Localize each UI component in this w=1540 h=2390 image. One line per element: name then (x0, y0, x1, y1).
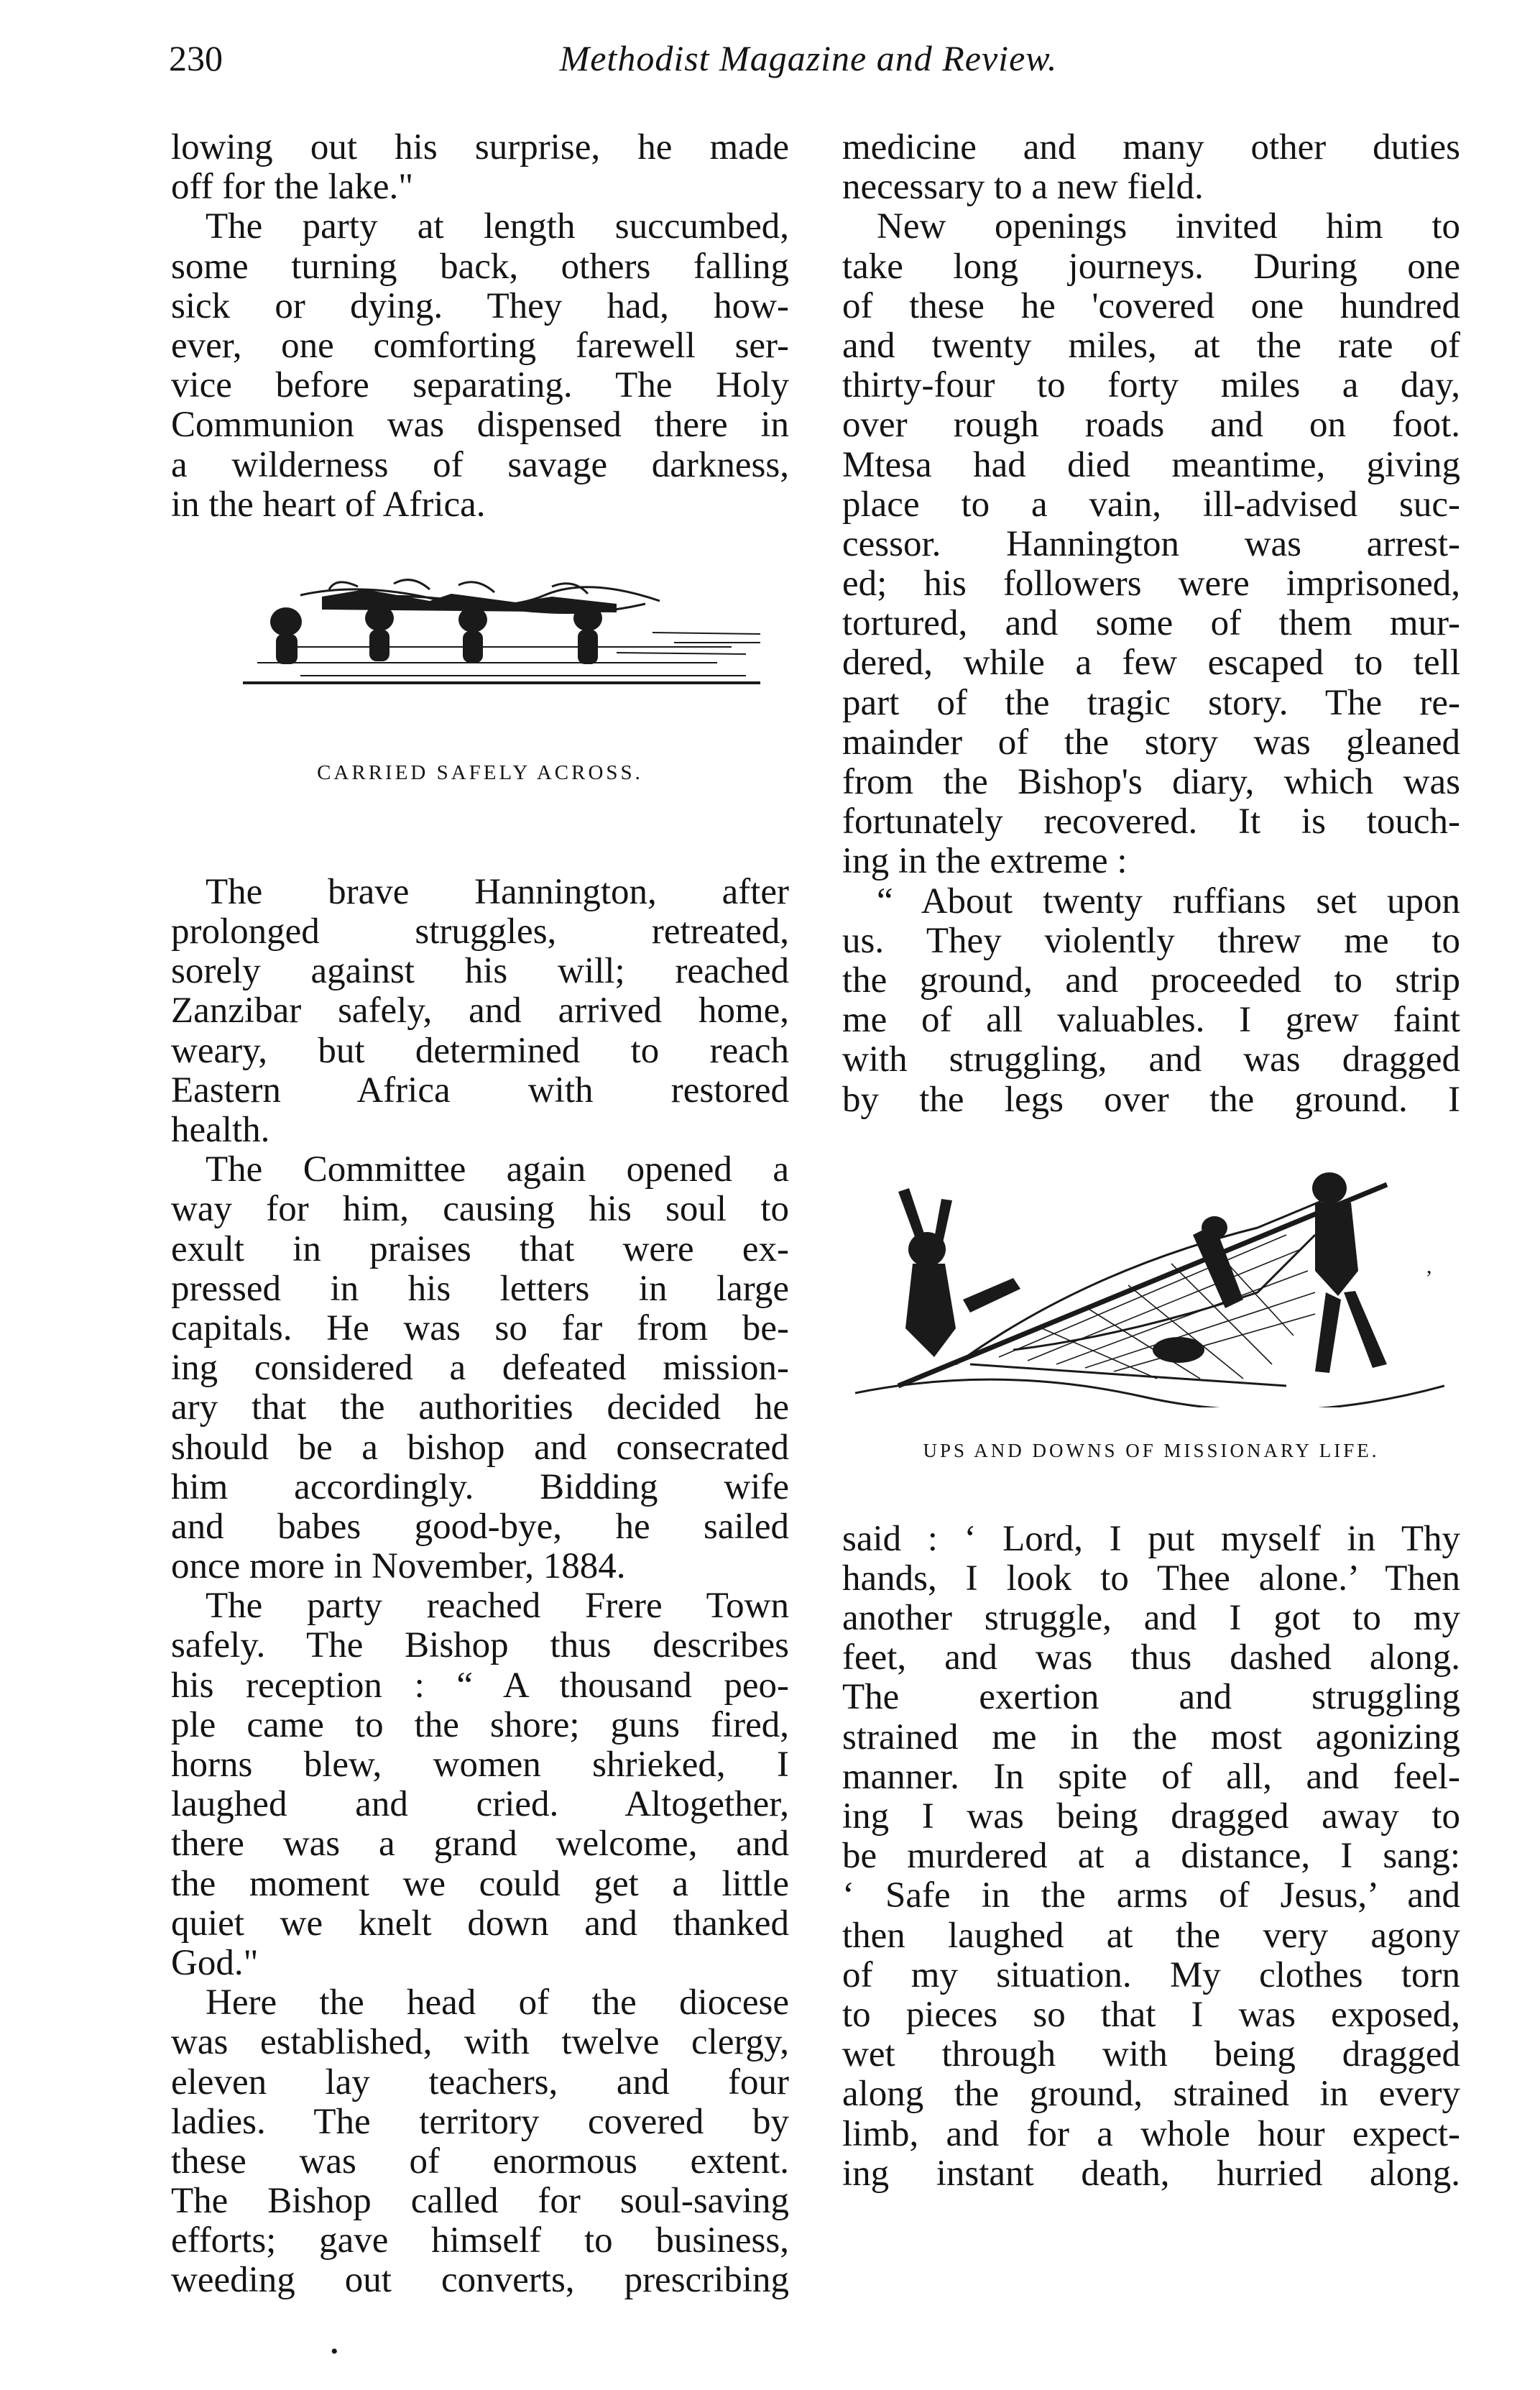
text-line: eleven lay teachers, and four (171, 2062, 789, 2102)
text-line: in the heart of Africa. (171, 484, 486, 525)
text-line: ed; his followers were imprisoned, (842, 564, 1460, 605)
carried-across-illustration (214, 568, 760, 690)
left-column (171, 128, 789, 2301)
figure-ups-and-downs (842, 1120, 1460, 1520)
text-line: The brave Hannington, after (206, 871, 789, 912)
text-line: once more in November, 1884. (171, 1546, 626, 1587)
text-line: a wilderness of savage darkness, (171, 444, 789, 485)
print-speck: • (331, 2340, 338, 2363)
text-line: Communion was dispensed there in (171, 405, 789, 446)
text-line: The exertion and struggling (842, 1677, 1460, 1718)
text-line: by the legs over the ground. I (842, 1079, 1460, 1120)
left-column-text-bottom (171, 873, 789, 2301)
text-line: ladies. The territory covered by (171, 2101, 789, 2142)
text-line: the ground, and proceeded to strip (842, 960, 1460, 1001)
text-line: along the ground, strained in every (842, 2074, 1460, 2115)
text-line: lowing out his surprise, he made (171, 127, 789, 167)
text-line: the moment we could get a little (171, 1863, 789, 1904)
text-line: his reception : “ A thousand peo- (171, 1665, 789, 1706)
text-line: wet through with being dragged (842, 2034, 1460, 2075)
text-line: us. They violently threw me to (842, 920, 1460, 961)
text-line: manner. In spite of all, and feel- (842, 1756, 1460, 1797)
text-line: health. (171, 1110, 270, 1150)
text-line: quiet we knelt down and thanked (171, 1903, 789, 1944)
text-line: ing considered a defeated mission- (171, 1348, 789, 1389)
text-line: ple came to the shore; guns fired, (171, 1704, 789, 1745)
text-line: “ About twenty ruffians set upon (877, 881, 1460, 921)
text-line: The party at length succumbed, (206, 206, 789, 247)
text-line: some turning back, others falling (171, 246, 789, 287)
text-line: God." (171, 1942, 259, 1983)
text-line: dered, while a few escaped to tell (842, 643, 1460, 684)
text-line: The party reached Frere Town (206, 1586, 789, 1627)
text-line: to pieces so that I was exposed, (842, 1994, 1460, 2035)
text-line: sick or dying. They had, how- (171, 285, 789, 326)
print-speck: , (1426, 1254, 1432, 1278)
text-line: The Committee again opened a (206, 1149, 789, 1190)
text-line: should be a bishop and consecrated (171, 1427, 789, 1468)
text-line: ing in the extreme : (842, 841, 1128, 882)
text-line: off for the lake." (171, 167, 414, 208)
figure-caption-ups-and-downs: UPS AND DOWNS OF MISSIONARY LIFE. (923, 1439, 1380, 1461)
text-line: Zanzibar safely, and arrived home, (171, 991, 789, 1031)
text-line: prolonged struggles, retreated, (171, 911, 789, 952)
text-line: thirty-four to forty miles a day, (842, 365, 1460, 406)
page-header (169, 37, 1448, 88)
running-title: Methodist Magazine and Review. (559, 38, 1058, 78)
figure-caption-carried-across: CARRIED SAFELY ACROSS. (317, 760, 643, 784)
text-line: ever, one comforting farewell ser- (171, 325, 789, 366)
text-line: feet, and was thus dashed along. (842, 1637, 1460, 1678)
text-line: necessary to a new field. (842, 167, 1204, 208)
text-line: way for him, causing his soul to (171, 1189, 789, 1230)
text-line: Here the head of the diocese (206, 1982, 789, 2023)
text-line: capitals. He was so far from be- (171, 1307, 789, 1348)
text-line: from the Bishop's diary, which was (842, 762, 1460, 802)
text-line: these was of enormous extent. (171, 2141, 789, 2182)
text-line: The Bishop called for soul-saving (171, 2181, 789, 2222)
text-line: pressed in his letters in large (171, 1268, 789, 1309)
text-line: be murdered at a distance, I sang: (842, 1836, 1460, 1877)
text-line: fortunately recovered. It is touch- (842, 801, 1460, 842)
text-line: Mtesa had died meantime, giving (842, 444, 1460, 485)
text-line: ing instant death, hurried along. (842, 2153, 1460, 2194)
text-line: hands, I look to Thee alone.’ Then (842, 1558, 1460, 1599)
text-line: was established, with twelve clergy, (171, 2022, 789, 2063)
text-line: cessor. Hannington was arrest- (842, 523, 1460, 564)
text-line: ary that the authorities decided he (171, 1387, 789, 1428)
text-line: weary, but determined to reach (171, 1030, 789, 1071)
text-line: with struggling, and was dragged (842, 1039, 1460, 1080)
text-line: him accordingly. Bidding wife (171, 1466, 789, 1507)
text-line: horns blew, women shrieked, I (171, 1745, 789, 1785)
text-line: laughed and cried. Altogether, (171, 1784, 789, 1825)
right-column-text-bottom (842, 1520, 1460, 2194)
right-column-text-top (842, 128, 1460, 1120)
text-line: another struggle, and I got to my (842, 1598, 1460, 1639)
text-line: there was a grand welcome, and (171, 1824, 789, 1865)
right-column (842, 128, 1460, 2194)
page-number: 230 (169, 38, 223, 78)
text-line: ing I was being dragged away to (842, 1796, 1460, 1837)
text-line: ‘ Safe in the arms of Jesus,’ and (842, 1875, 1460, 1916)
text-line: and twenty miles, at the rate of (842, 325, 1460, 366)
text-line: take long journeys. During one (842, 246, 1460, 287)
ups-and-downs-illustration (855, 1149, 1444, 1407)
text-line: New openings invited him to (877, 206, 1460, 247)
left-column-text-top (171, 128, 789, 525)
text-line: safely. The Bishop thus describes (171, 1625, 789, 1666)
text-line: sorely against his will; reached (171, 951, 789, 992)
text-line: vice before separating. The Holy (171, 365, 789, 406)
text-line: then laughed at the very agony (842, 1915, 1460, 1956)
text-line: limb, and for a whole hour expect- (842, 2113, 1460, 2154)
text-line: exult in praises that were ex- (171, 1228, 789, 1269)
text-line: of my situation. My clothes torn (842, 1954, 1460, 1995)
text-line: medicine and many other duties (842, 127, 1460, 167)
text-line: over rough roads and on foot. (842, 405, 1460, 446)
text-line: place to a vain, ill-advised suc- (842, 484, 1460, 525)
text-line: weeding out converts, prescribing (171, 2260, 789, 2301)
text-line: tortured, and some of them mur- (842, 603, 1460, 644)
text-line: me of all valuables. I grew faint (842, 1000, 1460, 1041)
text-line: of these he 'covered one hundred (842, 285, 1460, 326)
text-line: said : ‘ Lord, I put myself in Thy (842, 1518, 1460, 1559)
text-line: Eastern Africa with restored (171, 1070, 789, 1111)
text-line: strained me in the most agonizing (842, 1716, 1460, 1757)
text-line: and babes good-bye, he sailed (171, 1506, 789, 1547)
text-line: part of the tragic story. The re- (842, 682, 1460, 723)
text-line: efforts; gave himself to business, (171, 2220, 789, 2261)
figure-carried-safely-across (171, 525, 789, 873)
text-line: mainder of the story was gleaned (842, 722, 1460, 763)
